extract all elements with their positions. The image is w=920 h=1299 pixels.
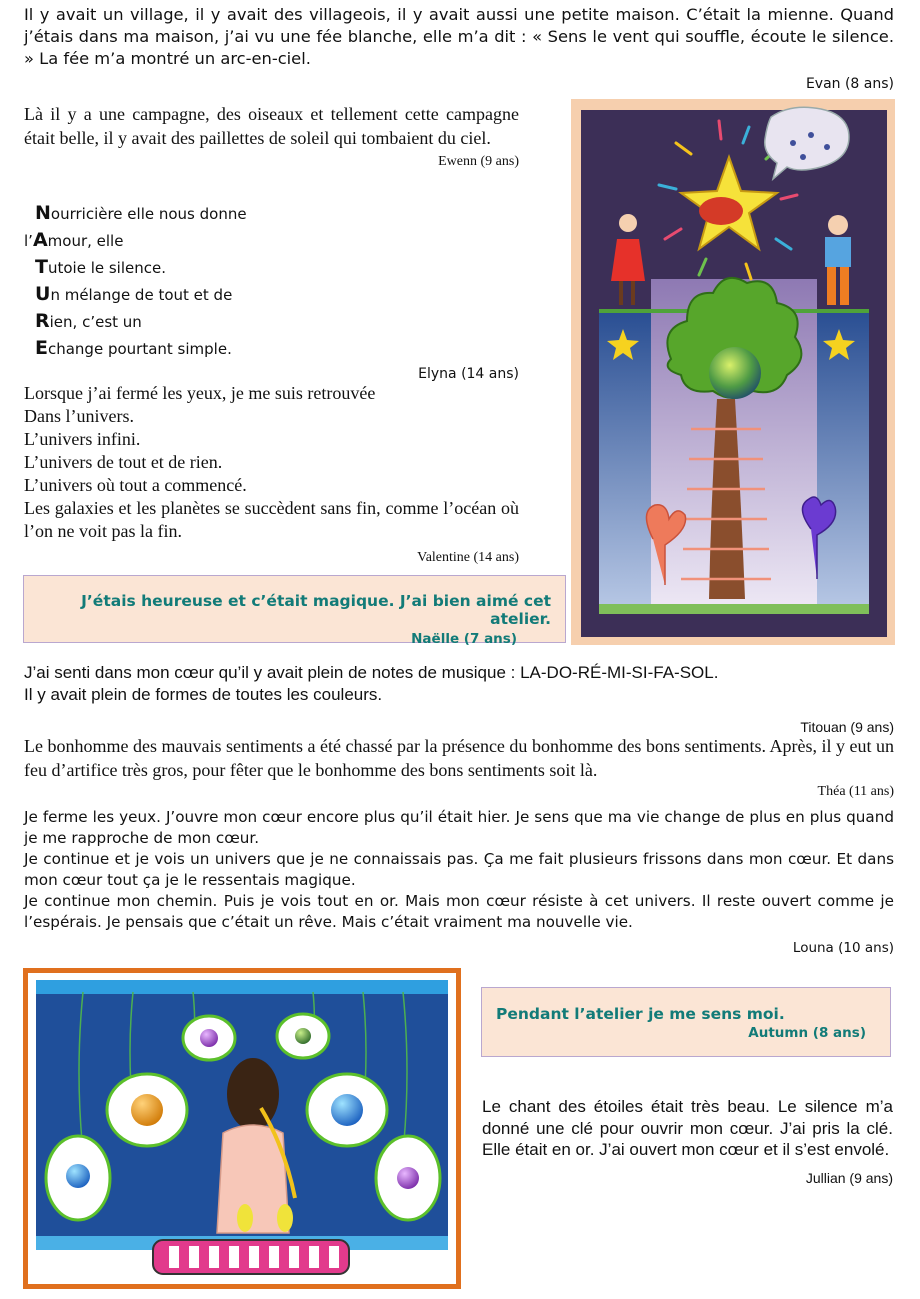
- autumn-callout: [481, 987, 891, 1057]
- drawing-universe: [23, 968, 461, 1289]
- louna-author: Louna (10 ans): [792, 940, 894, 956]
- evan-block: [24, 4, 894, 92]
- valentine-line: Lorsque j’ai fermé les yeux, je me suis retrouvée: [24, 383, 376, 403]
- evan-author: Evan (8 ans): [805, 76, 894, 92]
- titouan-line: J’ai senti dans mon cœur qu’il y avait plein de notes de musique : LA-DO-RÉ-MI-SI-FA-SOL.: [24, 663, 719, 682]
- autumn-author: Autumn (8 ans): [748, 1025, 866, 1041]
- piano-keys: [153, 1240, 349, 1274]
- louna-paragraph: Je continue mon chemin. Puis je vois tout en or. Mais mon cœur résiste à cet univers. Il reste ouvert comme je l’espérais. Je pensais que c’était un rêve. Mais c’était vraiment ma nouvelle vie.: [24, 892, 894, 931]
- ewenn-author: Ewenn (9 ans): [438, 154, 519, 169]
- valentine-line: L’univers de tout et de rien.: [24, 452, 223, 472]
- acrostic-line: Tutoie le silence.: [35, 256, 166, 278]
- jullian-text: Le chant des étoiles était très beau. Le silence m’a donné une clé pour ouvrir mon cœur. J’ai pris la clé. Elle était en or. J’ai ouvert mon cœur et il s’est envolé.: [482, 1097, 893, 1159]
- valentine-line: L’univers où tout a commencé.: [24, 475, 247, 495]
- elyna-acrostic: [24, 200, 519, 382]
- thea-author: Théa (11 ans): [817, 784, 894, 799]
- acrostic-line: Un mélange de tout et de: [35, 283, 233, 305]
- acrostic-line: l’Amour, elle: [24, 229, 124, 251]
- acrostic-line: Echange pourtant simple.: [35, 337, 232, 359]
- valentine-line: L’univers infini.: [24, 429, 141, 449]
- valentine-block: [24, 382, 519, 569]
- titouan-block: [24, 662, 894, 738]
- tree-star-illustration: [571, 99, 895, 645]
- autumn-quote: Pendant l’atelier je me sens moi.: [496, 1005, 785, 1023]
- drawing-tree-star: [571, 99, 895, 645]
- ewenn-text: Là il y a une campagne, des oiseaux et tellement cette campagne était belle, il y avait des paillettes de soleil qui tombaient du ciel.: [24, 104, 519, 148]
- right-column: [817, 313, 869, 613]
- orange-orb: [131, 1094, 163, 1126]
- universe-illustration: [23, 968, 461, 1289]
- acrostic-line: Rien, c’est un: [35, 310, 142, 332]
- naelle-quote: J’étais heureuse et c’était magique. J’ai bien aimé cet atelier.: [81, 592, 551, 628]
- titouan-author: Titouan (9 ans): [800, 719, 894, 735]
- jullian-block: [482, 1096, 893, 1186]
- louna-block: [24, 807, 894, 959]
- evan-text: Il y avait un village, il y avait des villageois, il y avait aussi une petite maison. C’était la mienne. Quand j’étais dans ma maison, j’ai vu une fée blanche, elle m’a dit : « Sens le vent qui souffle, écoute le silence. » La fée m’a montré un arc-en-ciel.: [24, 5, 894, 68]
- ladybug: [699, 197, 743, 225]
- naelle-callout: [23, 575, 566, 647]
- valentine-author: Valentine (14 ans): [417, 550, 519, 565]
- titouan-line: Il y avait plein de formes de toutes les couleurs.: [24, 685, 383, 704]
- louna-paragraph: Je continue et je vois un univers que je ne connaissais pas. Ça me fait plusieurs frissons dans mon cœur. Et dans mon cœur tout ça je le ressentais magique.: [24, 850, 894, 889]
- blue-orb: [331, 1094, 363, 1126]
- jullian-author: Jullian (9 ans): [805, 1169, 893, 1186]
- valentine-line: Dans l’univers.: [24, 406, 134, 426]
- naelle-author: Naëlle (7 ans): [411, 631, 517, 647]
- left-column: [599, 313, 651, 613]
- thea-text: Le bonhomme des mauvais sentiments a été chassé par la présence du bonhomme des bons sentiments. Après, il y eut un feu d’artifice très gros, pour fêter que le bonhomme des bons sentiments soit là.: [24, 736, 894, 780]
- ewenn-block: [24, 103, 519, 170]
- acrostic-line: Nourricière elle nous donne: [35, 202, 247, 224]
- louna-paragraph: Je ferme les yeux. J’ouvre mon cœur encore plus qu’il était hier. Je sens que ma vie change de plus en plus quand je me rapproche de mon cœur.: [24, 808, 894, 847]
- thea-block: [24, 734, 894, 800]
- elyna-author: Elyna (14 ans): [418, 366, 519, 382]
- valentine-last: Les galaxies et les planètes se succèdent sans fin, comme l’océan où l’on ne voit pas la fin.: [24, 498, 519, 541]
